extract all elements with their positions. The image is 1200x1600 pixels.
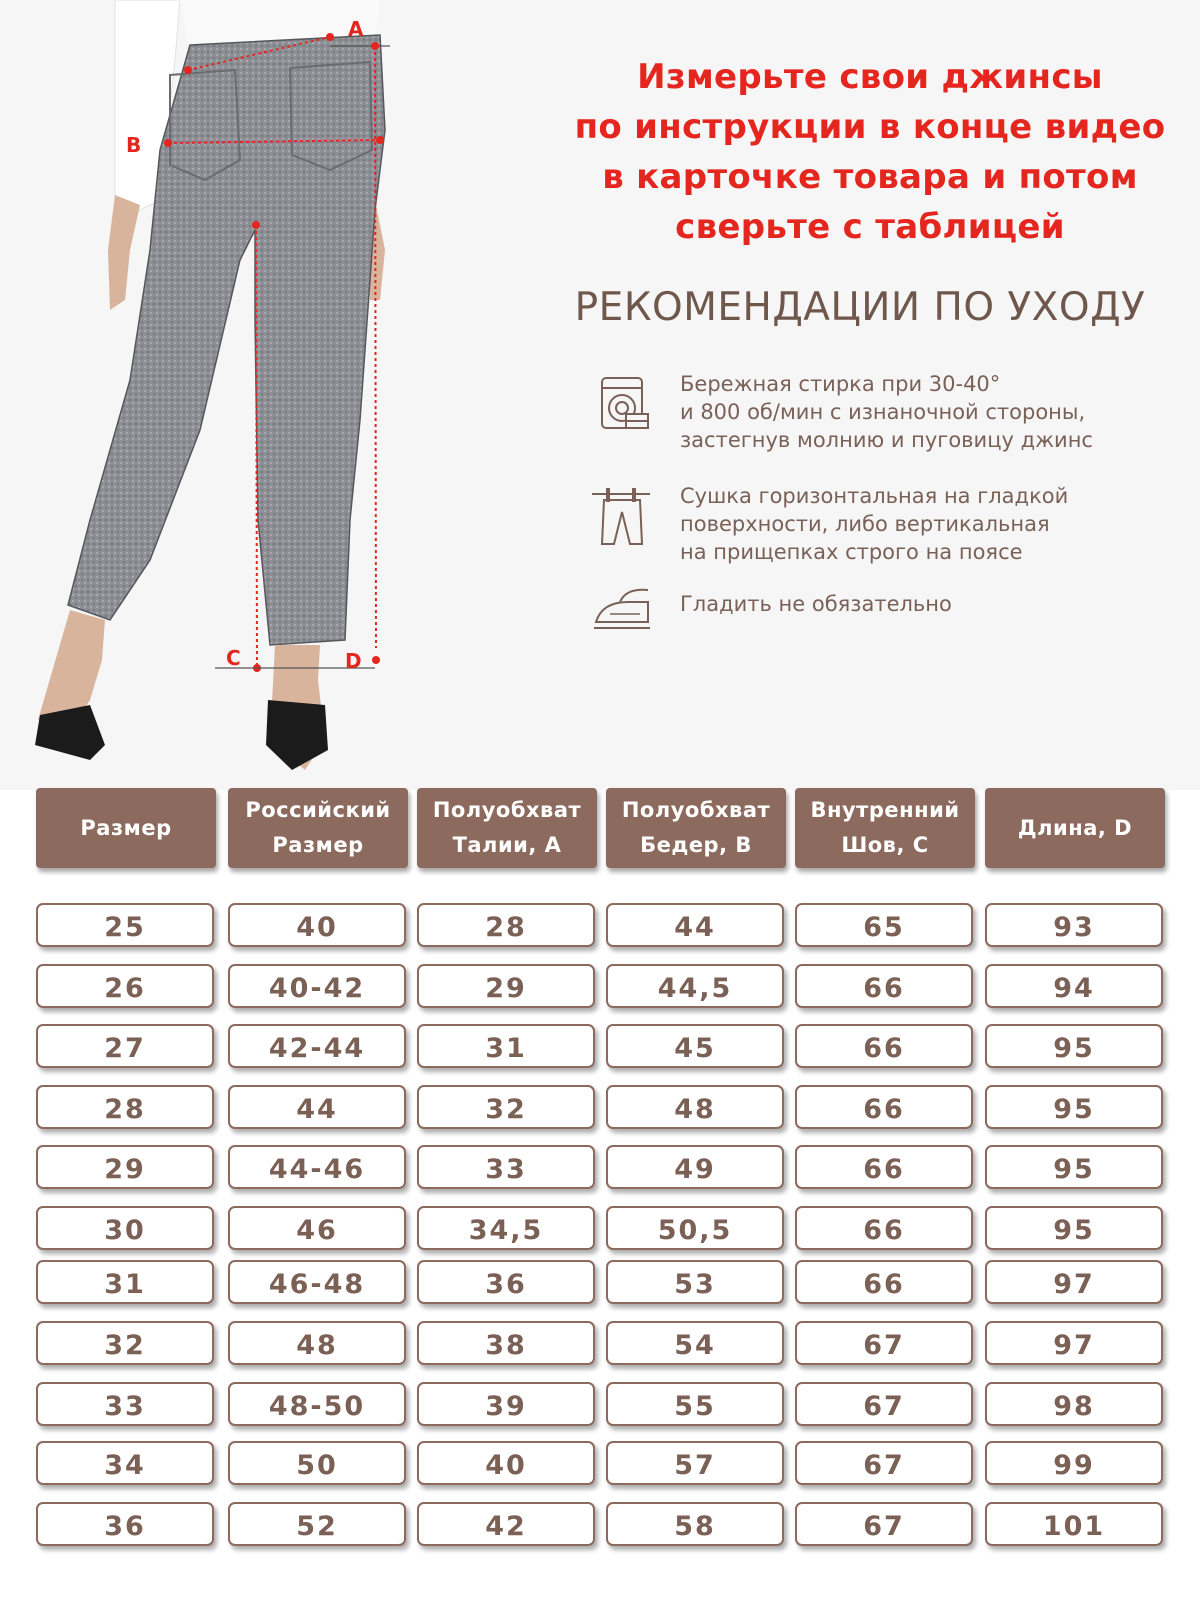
- care-line: Бережная стирка при 30-40°: [680, 372, 1001, 396]
- table-cell: 31: [417, 1024, 595, 1068]
- table-cell: 66: [795, 1085, 973, 1129]
- table-cell: 55: [606, 1382, 784, 1426]
- care-item-ironing-text: [680, 590, 1200, 618]
- care-item-drying-text: [680, 482, 1200, 566]
- header-line: Бедер, B: [640, 833, 752, 857]
- table-cell: 48: [606, 1085, 784, 1129]
- table-cell: 94: [985, 964, 1163, 1008]
- table-cell: 32: [36, 1321, 214, 1365]
- table-cell: 98: [985, 1382, 1163, 1426]
- table-cell: 101: [985, 1502, 1163, 1546]
- care-line: поверхности, либо вертикальная: [680, 512, 1050, 536]
- table-cell: 28: [36, 1085, 214, 1129]
- washing-machine-icon: [590, 370, 656, 436]
- header-line: Российский: [245, 798, 391, 822]
- table-cell: 67: [795, 1441, 973, 1485]
- table-cell: 48: [228, 1321, 406, 1365]
- care-line: Сушка горизонтальная на гладкой: [680, 484, 1069, 508]
- care-line: Гладить не обязательно: [680, 592, 952, 616]
- header-line: Размер: [80, 815, 172, 840]
- table-cell: 29: [417, 964, 595, 1008]
- table-cell: 50: [228, 1441, 406, 1485]
- table-cell: 53: [606, 1260, 784, 1304]
- label-d: D: [345, 649, 362, 673]
- table-cell: 46-48: [228, 1260, 406, 1304]
- care-line: и 800 об/мин с изнаночной стороны,: [680, 400, 1086, 424]
- table-cell: 99: [985, 1441, 1163, 1485]
- care-line: застегнув молнию и пуговицу джинс: [680, 428, 1093, 452]
- table-cell: 66: [795, 964, 973, 1008]
- header-line: Шов, C: [841, 833, 929, 857]
- table-cell: 45: [606, 1024, 784, 1068]
- table-cell: 33: [417, 1145, 595, 1189]
- header-inseam: [795, 788, 975, 868]
- care-item-washing-text: [680, 370, 1200, 454]
- table-cell: 67: [795, 1502, 973, 1546]
- table-cell: 66: [795, 1260, 973, 1304]
- table-cell: 31: [36, 1260, 214, 1304]
- table-cell: 36: [417, 1260, 595, 1304]
- table-cell: 40: [228, 903, 406, 947]
- table-cell: 38: [417, 1321, 595, 1365]
- table-cell: 95: [985, 1206, 1163, 1250]
- table-cell: 46: [228, 1206, 406, 1250]
- label-b: B: [126, 133, 142, 157]
- header-waist: [417, 788, 597, 868]
- table-cell: 40: [417, 1441, 595, 1485]
- table-cell: 57: [606, 1441, 784, 1485]
- table-cell: 44: [606, 903, 784, 947]
- table-cell: 65: [795, 903, 973, 947]
- table-cell: 54: [606, 1321, 784, 1365]
- header-line: Полуобхват: [432, 798, 582, 822]
- header-line: Талии, A: [452, 833, 562, 857]
- label-a: A: [348, 17, 364, 41]
- header-length: [985, 788, 1165, 868]
- table-cell: 50,5: [606, 1206, 784, 1250]
- table-cell: 39: [417, 1382, 595, 1426]
- table-cell: 49: [606, 1145, 784, 1189]
- label-c: C: [226, 646, 241, 670]
- table-cell: 34,5: [417, 1206, 595, 1250]
- care-recommendations-title: РЕКОМЕНДАЦИИ ПО УХОДУ: [574, 285, 1146, 330]
- table-cell: 40-42: [228, 964, 406, 1008]
- table-cell: 67: [795, 1321, 973, 1365]
- table-cell: 97: [985, 1321, 1163, 1365]
- header-size: [36, 788, 216, 868]
- hanging-jeans-icon: [590, 482, 656, 548]
- table-cell: 27: [36, 1024, 214, 1068]
- table-cell: 44: [228, 1085, 406, 1129]
- table-cell: 97: [985, 1260, 1163, 1304]
- table-cell: 25: [36, 903, 214, 947]
- table-cell: 48-50: [228, 1382, 406, 1426]
- headline-line-1: Измерьте свои джинсы: [637, 57, 1103, 97]
- header-line: Длина, D: [1017, 815, 1133, 840]
- measure-instructions-headline: [560, 52, 1180, 252]
- headline-line-4: сверьте с таблицей: [675, 207, 1065, 247]
- table-cell: 95: [985, 1024, 1163, 1068]
- header-russian-size: [228, 788, 408, 868]
- table-cell: 66: [795, 1145, 973, 1189]
- table-cell: 33: [36, 1382, 214, 1426]
- table-cell: 34: [36, 1441, 214, 1485]
- care-line: на прищепках строго на поясе: [680, 540, 1023, 564]
- table-cell: 30: [36, 1206, 214, 1250]
- headline-line-3: в карточке товара и потом: [602, 157, 1138, 197]
- header-line: Размер: [272, 833, 364, 857]
- table-cell: 67: [795, 1382, 973, 1426]
- header-hips: [606, 788, 786, 868]
- table-cell: 42: [417, 1502, 595, 1546]
- table-cell: 32: [417, 1085, 595, 1129]
- table-cell: 95: [985, 1085, 1163, 1129]
- headline-line-2: по инструкции в конце видео: [574, 107, 1166, 147]
- jeans-model-photo: [30, 0, 400, 790]
- table-cell: 36: [36, 1502, 214, 1546]
- table-cell: 66: [795, 1206, 973, 1250]
- table-cell: 44,5: [606, 964, 784, 1008]
- header-line: Внутренний: [810, 798, 960, 822]
- table-cell: 52: [228, 1502, 406, 1546]
- table-cell: 95: [985, 1145, 1163, 1189]
- table-cell: 28: [417, 903, 595, 947]
- header-line: Полуобхват: [621, 798, 771, 822]
- table-cell: 58: [606, 1502, 784, 1546]
- table-cell: 26: [36, 964, 214, 1008]
- table-cell: 44-46: [228, 1145, 406, 1189]
- table-cell: 66: [795, 1024, 973, 1068]
- table-cell: 29: [36, 1145, 214, 1189]
- table-cell: 42-44: [228, 1024, 406, 1068]
- iron-icon: [590, 580, 656, 646]
- table-cell: 93: [985, 903, 1163, 947]
